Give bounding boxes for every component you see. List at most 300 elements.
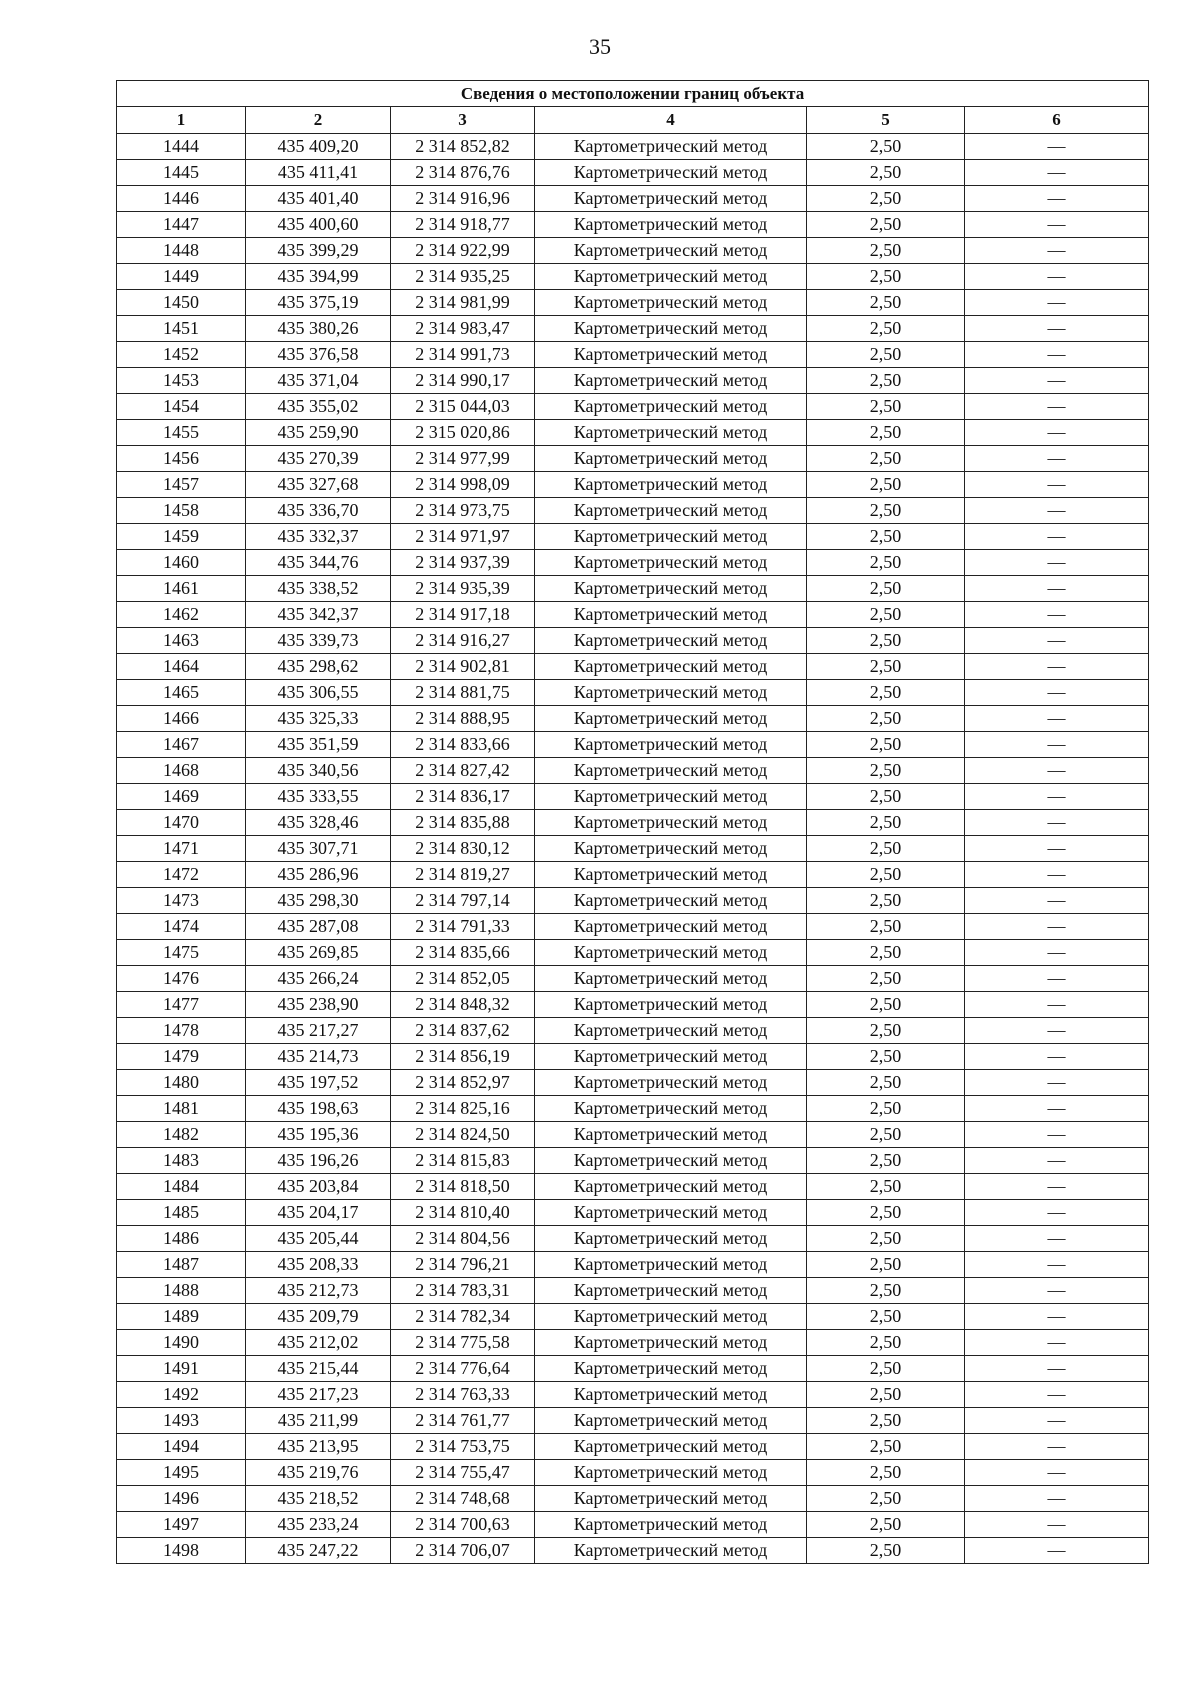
y-coordinate-cell: 2 314 935,25 (391, 264, 535, 290)
x-coordinate-cell: 435 212,73 (246, 1278, 391, 1304)
y-coordinate-cell: 2 314 902,81 (391, 654, 535, 680)
table-row (117, 836, 1149, 862)
note-cell: — (965, 394, 1149, 420)
x-coordinate-cell: 435 218,52 (246, 1486, 391, 1512)
accuracy-cell: 2,50 (807, 940, 965, 966)
point-number-cell: 1486 (117, 1226, 246, 1252)
method-cell: Картометрический метод (535, 628, 807, 654)
table-row (117, 498, 1149, 524)
note-cell: — (965, 316, 1149, 342)
x-coordinate-cell: 435 204,17 (246, 1200, 391, 1226)
table-row (117, 524, 1149, 550)
accuracy-cell: 2,50 (807, 784, 965, 810)
x-coordinate-cell: 435 269,85 (246, 940, 391, 966)
note-cell: — (965, 472, 1149, 498)
column-header: 5 (807, 107, 965, 134)
accuracy-cell: 2,50 (807, 368, 965, 394)
y-coordinate-cell: 2 314 797,14 (391, 888, 535, 914)
method-cell: Картометрический метод (535, 940, 807, 966)
x-coordinate-cell: 435 211,99 (246, 1408, 391, 1434)
table-row (117, 914, 1149, 940)
method-cell: Картометрический метод (535, 1070, 807, 1096)
method-cell: Картометрический метод (535, 394, 807, 420)
method-cell: Картометрический метод (535, 134, 807, 160)
accuracy-cell: 2,50 (807, 186, 965, 212)
method-cell: Картометрический метод (535, 1174, 807, 1200)
point-number-cell: 1453 (117, 368, 246, 394)
y-coordinate-cell: 2 314 761,77 (391, 1408, 535, 1434)
point-number-cell: 1449 (117, 264, 246, 290)
y-coordinate-cell: 2 314 935,39 (391, 576, 535, 602)
y-coordinate-cell: 2 314 825,16 (391, 1096, 535, 1122)
note-cell: — (965, 446, 1149, 472)
x-coordinate-cell: 435 205,44 (246, 1226, 391, 1252)
point-number-cell: 1484 (117, 1174, 246, 1200)
point-number-cell: 1465 (117, 680, 246, 706)
table-row (117, 940, 1149, 966)
table-row (117, 160, 1149, 186)
method-cell: Картометрический метод (535, 966, 807, 992)
point-number-cell: 1464 (117, 654, 246, 680)
table-row (117, 472, 1149, 498)
y-coordinate-cell: 2 314 881,75 (391, 680, 535, 706)
note-cell: — (965, 992, 1149, 1018)
note-cell: — (965, 1304, 1149, 1330)
point-number-cell: 1446 (117, 186, 246, 212)
table-row (117, 1382, 1149, 1408)
table-row (117, 1434, 1149, 1460)
table-row (117, 316, 1149, 342)
point-number-cell: 1494 (117, 1434, 246, 1460)
point-number-cell: 1482 (117, 1122, 246, 1148)
x-coordinate-cell: 435 298,62 (246, 654, 391, 680)
x-coordinate-cell: 435 336,70 (246, 498, 391, 524)
table-row (117, 1200, 1149, 1226)
note-cell: — (965, 1252, 1149, 1278)
method-cell: Картометрический метод (535, 1304, 807, 1330)
accuracy-cell: 2,50 (807, 1174, 965, 1200)
note-cell: — (965, 1200, 1149, 1226)
point-number-cell: 1481 (117, 1096, 246, 1122)
note-cell: — (965, 888, 1149, 914)
accuracy-cell: 2,50 (807, 1148, 965, 1174)
x-coordinate-cell: 435 332,37 (246, 524, 391, 550)
point-number-cell: 1462 (117, 602, 246, 628)
method-cell: Картометрический метод (535, 550, 807, 576)
table-row (117, 264, 1149, 290)
x-coordinate-cell: 435 217,27 (246, 1018, 391, 1044)
note-cell: — (965, 264, 1149, 290)
note-cell: — (965, 498, 1149, 524)
x-coordinate-cell: 435 219,76 (246, 1460, 391, 1486)
method-cell: Картометрический метод (535, 732, 807, 758)
method-cell: Картометрический метод (535, 316, 807, 342)
method-cell: Картометрический метод (535, 706, 807, 732)
table-header-row (117, 107, 1149, 134)
table-row (117, 1252, 1149, 1278)
point-number-cell: 1457 (117, 472, 246, 498)
x-coordinate-cell: 435 233,24 (246, 1512, 391, 1538)
method-cell: Картометрический метод (535, 1460, 807, 1486)
x-coordinate-cell: 435 306,55 (246, 680, 391, 706)
point-number-cell: 1492 (117, 1382, 246, 1408)
point-number-cell: 1496 (117, 1486, 246, 1512)
x-coordinate-cell: 435 339,73 (246, 628, 391, 654)
accuracy-cell: 2,50 (807, 1278, 965, 1304)
point-number-cell: 1447 (117, 212, 246, 238)
y-coordinate-cell: 2 314 876,76 (391, 160, 535, 186)
x-coordinate-cell: 435 344,76 (246, 550, 391, 576)
note-cell: — (965, 1096, 1149, 1122)
method-cell: Картометрический метод (535, 472, 807, 498)
x-coordinate-cell: 435 238,90 (246, 992, 391, 1018)
note-cell: — (965, 290, 1149, 316)
x-coordinate-cell: 435 298,30 (246, 888, 391, 914)
note-cell: — (965, 1538, 1149, 1564)
y-coordinate-cell: 2 314 783,31 (391, 1278, 535, 1304)
method-cell: Картометрический метод (535, 914, 807, 940)
method-cell: Картометрический метод (535, 1226, 807, 1252)
point-number-cell: 1483 (117, 1148, 246, 1174)
note-cell: — (965, 1512, 1149, 1538)
table-row (117, 342, 1149, 368)
point-number-cell: 1475 (117, 940, 246, 966)
y-coordinate-cell: 2 314 916,27 (391, 628, 535, 654)
column-header: 1 (117, 107, 246, 134)
point-number-cell: 1459 (117, 524, 246, 550)
point-number-cell: 1478 (117, 1018, 246, 1044)
x-coordinate-cell: 435 196,26 (246, 1148, 391, 1174)
table-row (117, 1460, 1149, 1486)
table-row (117, 654, 1149, 680)
y-coordinate-cell: 2 314 835,88 (391, 810, 535, 836)
method-cell: Картометрический метод (535, 1148, 807, 1174)
point-number-cell: 1458 (117, 498, 246, 524)
note-cell: — (965, 1408, 1149, 1434)
point-number-cell: 1448 (117, 238, 246, 264)
x-coordinate-cell: 435 400,60 (246, 212, 391, 238)
note-cell: — (965, 1278, 1149, 1304)
point-number-cell: 1460 (117, 550, 246, 576)
y-coordinate-cell: 2 314 791,33 (391, 914, 535, 940)
y-coordinate-cell: 2 314 700,63 (391, 1512, 535, 1538)
method-cell: Картометрический метод (535, 1486, 807, 1512)
y-coordinate-cell: 2 314 706,07 (391, 1538, 535, 1564)
table-row (117, 1044, 1149, 1070)
accuracy-cell: 2,50 (807, 238, 965, 264)
method-cell: Картометрический метод (535, 836, 807, 862)
accuracy-cell: 2,50 (807, 654, 965, 680)
note-cell: — (965, 1330, 1149, 1356)
y-coordinate-cell: 2 314 824,50 (391, 1122, 535, 1148)
x-coordinate-cell: 435 203,84 (246, 1174, 391, 1200)
note-cell: — (965, 862, 1149, 888)
x-coordinate-cell: 435 375,19 (246, 290, 391, 316)
table-row (117, 1538, 1149, 1564)
table-row (117, 1356, 1149, 1382)
method-cell: Картометрический метод (535, 576, 807, 602)
y-coordinate-cell: 2 314 983,47 (391, 316, 535, 342)
x-coordinate-cell: 435 325,33 (246, 706, 391, 732)
y-coordinate-cell: 2 314 917,18 (391, 602, 535, 628)
note-cell: — (965, 784, 1149, 810)
table-row (117, 1408, 1149, 1434)
accuracy-cell: 2,50 (807, 1200, 965, 1226)
method-cell: Картометрический метод (535, 1408, 807, 1434)
note-cell: — (965, 524, 1149, 550)
x-coordinate-cell: 435 376,58 (246, 342, 391, 368)
y-coordinate-cell: 2 314 748,68 (391, 1486, 535, 1512)
y-coordinate-cell: 2 314 991,73 (391, 342, 535, 368)
accuracy-cell: 2,50 (807, 706, 965, 732)
y-coordinate-cell: 2 314 922,99 (391, 238, 535, 264)
accuracy-cell: 2,50 (807, 1382, 965, 1408)
accuracy-cell: 2,50 (807, 394, 965, 420)
accuracy-cell: 2,50 (807, 550, 965, 576)
y-coordinate-cell: 2 314 763,33 (391, 1382, 535, 1408)
y-coordinate-cell: 2 315 020,86 (391, 420, 535, 446)
x-coordinate-cell: 435 411,41 (246, 160, 391, 186)
accuracy-cell: 2,50 (807, 446, 965, 472)
table-row (117, 1304, 1149, 1330)
note-cell: — (965, 1460, 1149, 1486)
y-coordinate-cell: 2 314 852,82 (391, 134, 535, 160)
table-row (117, 732, 1149, 758)
x-coordinate-cell: 435 247,22 (246, 1538, 391, 1564)
note-cell: — (965, 134, 1149, 160)
method-cell: Картометрический метод (535, 888, 807, 914)
accuracy-cell: 2,50 (807, 862, 965, 888)
note-cell: — (965, 342, 1149, 368)
accuracy-cell: 2,50 (807, 810, 965, 836)
table-row (117, 420, 1149, 446)
point-number-cell: 1450 (117, 290, 246, 316)
method-cell: Картометрический метод (535, 1122, 807, 1148)
point-number-cell: 1487 (117, 1252, 246, 1278)
note-cell: — (965, 1356, 1149, 1382)
table-row (117, 862, 1149, 888)
method-cell: Картометрический метод (535, 784, 807, 810)
method-cell: Картометрический метод (535, 342, 807, 368)
note-cell: — (965, 914, 1149, 940)
point-number-cell: 1472 (117, 862, 246, 888)
method-cell: Картометрический метод (535, 758, 807, 784)
point-number-cell: 1451 (117, 316, 246, 342)
accuracy-cell: 2,50 (807, 836, 965, 862)
method-cell: Картометрический метод (535, 680, 807, 706)
y-coordinate-cell: 2 314 833,66 (391, 732, 535, 758)
table-row (117, 238, 1149, 264)
method-cell: Картометрический метод (535, 1434, 807, 1460)
accuracy-cell: 2,50 (807, 1044, 965, 1070)
point-number-cell: 1445 (117, 160, 246, 186)
y-coordinate-cell: 2 314 819,27 (391, 862, 535, 888)
method-cell: Картометрический метод (535, 1382, 807, 1408)
note-cell: — (965, 1018, 1149, 1044)
point-number-cell: 1463 (117, 628, 246, 654)
x-coordinate-cell: 435 286,96 (246, 862, 391, 888)
note-cell: — (965, 1122, 1149, 1148)
method-cell: Картометрический метод (535, 264, 807, 290)
note-cell: — (965, 550, 1149, 576)
note-cell: — (965, 186, 1149, 212)
method-cell: Картометрический метод (535, 1512, 807, 1538)
table-row (117, 784, 1149, 810)
table-row (117, 1278, 1149, 1304)
x-coordinate-cell: 435 212,02 (246, 1330, 391, 1356)
point-number-cell: 1474 (117, 914, 246, 940)
page-number: 35 (589, 34, 611, 59)
y-coordinate-cell: 2 314 998,09 (391, 472, 535, 498)
y-coordinate-cell: 2 314 796,21 (391, 1252, 535, 1278)
method-cell: Картометрический метод (535, 290, 807, 316)
method-cell: Картометрический метод (535, 1538, 807, 1564)
x-coordinate-cell: 435 338,52 (246, 576, 391, 602)
accuracy-cell: 2,50 (807, 1018, 965, 1044)
table-row (117, 1330, 1149, 1356)
note-cell: — (965, 1486, 1149, 1512)
accuracy-cell: 2,50 (807, 1460, 965, 1486)
method-cell: Картометрический метод (535, 212, 807, 238)
x-coordinate-cell: 435 355,02 (246, 394, 391, 420)
y-coordinate-cell: 2 314 830,12 (391, 836, 535, 862)
note-cell: — (965, 810, 1149, 836)
x-coordinate-cell: 435 401,40 (246, 186, 391, 212)
method-cell: Картометрический метод (535, 524, 807, 550)
y-coordinate-cell: 2 314 776,64 (391, 1356, 535, 1382)
x-coordinate-cell: 435 409,20 (246, 134, 391, 160)
x-coordinate-cell: 435 217,23 (246, 1382, 391, 1408)
point-number-cell: 1454 (117, 394, 246, 420)
y-coordinate-cell: 2 315 044,03 (391, 394, 535, 420)
method-cell: Картометрический метод (535, 1278, 807, 1304)
method-cell: Картометрический метод (535, 1200, 807, 1226)
table-row (117, 992, 1149, 1018)
method-cell: Картометрический метод (535, 810, 807, 836)
accuracy-cell: 2,50 (807, 420, 965, 446)
point-number-cell: 1485 (117, 1200, 246, 1226)
method-cell: Картометрический метод (535, 368, 807, 394)
method-cell: Картометрический метод (535, 862, 807, 888)
method-cell: Картометрический метод (535, 1252, 807, 1278)
point-number-cell: 1444 (117, 134, 246, 160)
accuracy-cell: 2,50 (807, 914, 965, 940)
note-cell: — (965, 966, 1149, 992)
column-header: 6 (965, 107, 1149, 134)
table-row (117, 888, 1149, 914)
accuracy-cell: 2,50 (807, 1252, 965, 1278)
x-coordinate-cell: 435 215,44 (246, 1356, 391, 1382)
x-coordinate-cell: 435 327,68 (246, 472, 391, 498)
x-coordinate-cell: 435 197,52 (246, 1070, 391, 1096)
method-cell: Картометрический метод (535, 1018, 807, 1044)
x-coordinate-cell: 435 340,56 (246, 758, 391, 784)
method-cell: Картометрический метод (535, 1096, 807, 1122)
note-cell: — (965, 212, 1149, 238)
y-coordinate-cell: 2 314 837,62 (391, 1018, 535, 1044)
y-coordinate-cell: 2 314 916,96 (391, 186, 535, 212)
point-number-cell: 1452 (117, 342, 246, 368)
note-cell: — (965, 420, 1149, 446)
table-row (117, 758, 1149, 784)
accuracy-cell: 2,50 (807, 888, 965, 914)
point-number-cell: 1456 (117, 446, 246, 472)
point-number-cell: 1489 (117, 1304, 246, 1330)
table-row (117, 602, 1149, 628)
accuracy-cell: 2,50 (807, 498, 965, 524)
point-number-cell: 1466 (117, 706, 246, 732)
y-coordinate-cell: 2 314 835,66 (391, 940, 535, 966)
y-coordinate-cell: 2 314 755,47 (391, 1460, 535, 1486)
note-cell: — (965, 836, 1149, 862)
point-number-cell: 1488 (117, 1278, 246, 1304)
note-cell: — (965, 680, 1149, 706)
table-row (117, 1122, 1149, 1148)
method-cell: Картометрический метод (535, 186, 807, 212)
table-row (117, 810, 1149, 836)
method-cell: Картометрический метод (535, 1330, 807, 1356)
point-number-cell: 1490 (117, 1330, 246, 1356)
x-coordinate-cell: 435 342,37 (246, 602, 391, 628)
table-row (117, 1148, 1149, 1174)
accuracy-cell: 2,50 (807, 1356, 965, 1382)
accuracy-cell: 2,50 (807, 1538, 965, 1564)
method-cell: Картометрический метод (535, 498, 807, 524)
table-row (117, 134, 1149, 160)
table-row (117, 1486, 1149, 1512)
note-cell: — (965, 160, 1149, 186)
y-coordinate-cell: 2 314 990,17 (391, 368, 535, 394)
y-coordinate-cell: 2 314 973,75 (391, 498, 535, 524)
note-cell: — (965, 576, 1149, 602)
note-cell: — (965, 654, 1149, 680)
x-coordinate-cell: 435 351,59 (246, 732, 391, 758)
accuracy-cell: 2,50 (807, 1096, 965, 1122)
y-coordinate-cell: 2 314 804,56 (391, 1226, 535, 1252)
accuracy-cell: 2,50 (807, 1434, 965, 1460)
method-cell: Картометрический метод (535, 1044, 807, 1070)
table-row (117, 1070, 1149, 1096)
accuracy-cell: 2,50 (807, 1512, 965, 1538)
table-row (117, 394, 1149, 420)
x-coordinate-cell: 435 214,73 (246, 1044, 391, 1070)
point-number-cell: 1479 (117, 1044, 246, 1070)
note-cell: — (965, 1070, 1149, 1096)
point-number-cell: 1467 (117, 732, 246, 758)
y-coordinate-cell: 2 314 852,05 (391, 966, 535, 992)
x-coordinate-cell: 435 208,33 (246, 1252, 391, 1278)
note-cell: — (965, 368, 1149, 394)
note-cell: — (965, 1382, 1149, 1408)
accuracy-cell: 2,50 (807, 290, 965, 316)
method-cell: Картометрический метод (535, 160, 807, 186)
y-coordinate-cell: 2 314 971,97 (391, 524, 535, 550)
accuracy-cell: 2,50 (807, 160, 965, 186)
note-cell: — (965, 602, 1149, 628)
note-cell: — (965, 1226, 1149, 1252)
note-cell: — (965, 1148, 1149, 1174)
method-cell: Картометрический метод (535, 446, 807, 472)
y-coordinate-cell: 2 314 856,19 (391, 1044, 535, 1070)
table-row (117, 446, 1149, 472)
accuracy-cell: 2,50 (807, 992, 965, 1018)
accuracy-cell: 2,50 (807, 680, 965, 706)
table-row (117, 1512, 1149, 1538)
point-number-cell: 1455 (117, 420, 246, 446)
table-row (117, 576, 1149, 602)
method-cell: Картометрический метод (535, 992, 807, 1018)
column-header: 2 (246, 107, 391, 134)
